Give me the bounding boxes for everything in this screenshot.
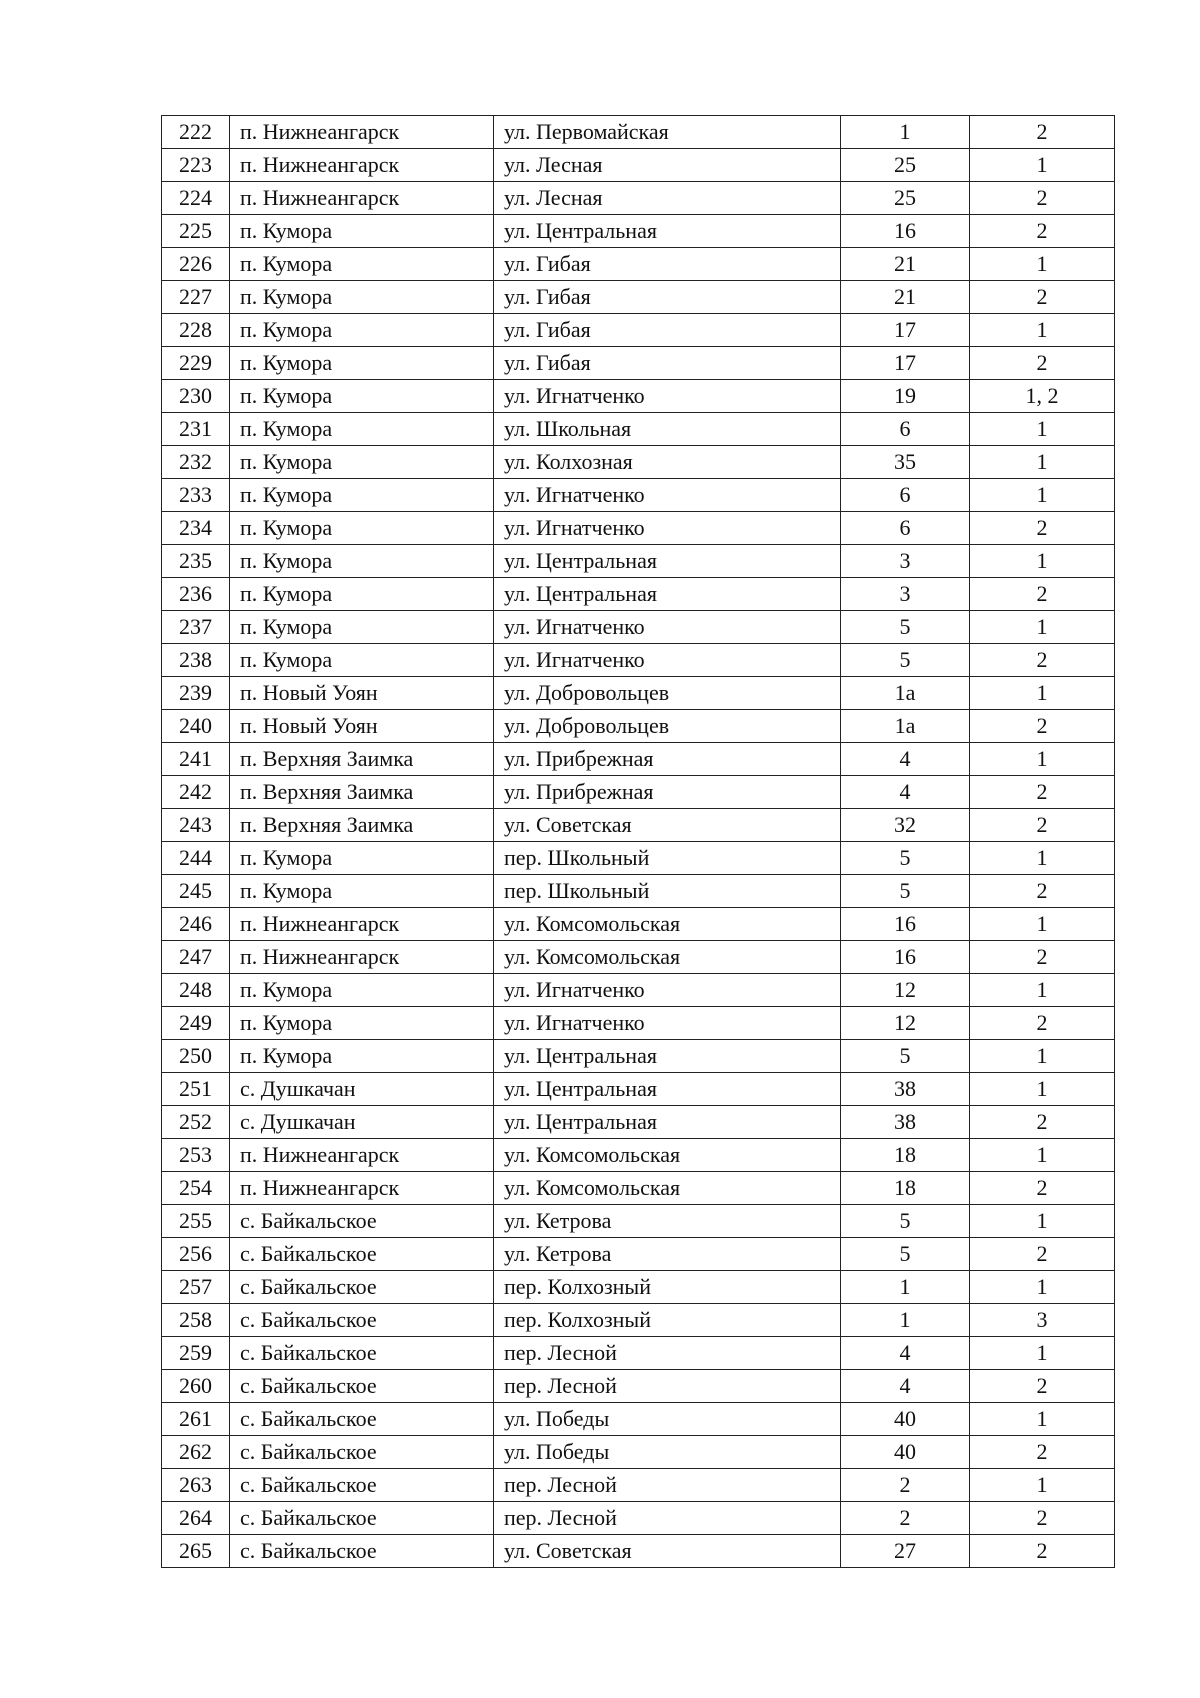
table-row — [162, 776, 1115, 809]
street-cell: ул. Кетрова — [494, 1205, 841, 1238]
row-number-cell: 247 — [162, 941, 230, 974]
row-number-cell: 257 — [162, 1271, 230, 1304]
row-number-cell: 251 — [162, 1073, 230, 1106]
row-number-cell: 253 — [162, 1139, 230, 1172]
apartment-number-cell: 1 — [970, 1403, 1115, 1436]
street-cell: ул. Советская — [494, 1535, 841, 1568]
house-number-cell: 27 — [841, 1535, 970, 1568]
locality-cell: с. Байкальское — [230, 1502, 494, 1535]
house-number-cell: 5 — [841, 644, 970, 677]
apartment-number-cell: 1 — [970, 1469, 1115, 1502]
row-number-cell: 246 — [162, 908, 230, 941]
house-number-cell: 25 — [841, 182, 970, 215]
locality-cell: п. Кумора — [230, 281, 494, 314]
row-number-cell: 243 — [162, 809, 230, 842]
apartment-number-cell: 2 — [970, 941, 1115, 974]
table-row — [162, 941, 1115, 974]
locality-cell: с. Байкальское — [230, 1403, 494, 1436]
row-number-cell: 225 — [162, 215, 230, 248]
table-row — [162, 1271, 1115, 1304]
street-cell: ул. Центральная — [494, 578, 841, 611]
apartment-number-cell: 1 — [970, 611, 1115, 644]
table-row — [162, 743, 1115, 776]
row-number-cell: 256 — [162, 1238, 230, 1271]
row-number-cell: 249 — [162, 1007, 230, 1040]
locality-cell: п. Кумора — [230, 545, 494, 578]
locality-cell: п. Кумора — [230, 1040, 494, 1073]
table-row — [162, 545, 1115, 578]
locality-cell: п. Кумора — [230, 248, 494, 281]
row-number-cell: 239 — [162, 677, 230, 710]
table-row — [162, 809, 1115, 842]
locality-cell: п. Верхняя Заимка — [230, 743, 494, 776]
row-number-cell: 260 — [162, 1370, 230, 1403]
locality-cell: п. Нижнеангарск — [230, 1139, 494, 1172]
table-row — [162, 908, 1115, 941]
table-row — [162, 875, 1115, 908]
locality-cell: п. Нижнеангарск — [230, 1172, 494, 1205]
locality-cell: п. Верхняя Заимка — [230, 776, 494, 809]
apartment-number-cell: 2 — [970, 1535, 1115, 1568]
house-number-cell: 5 — [841, 875, 970, 908]
apartment-number-cell: 1 — [970, 842, 1115, 875]
table-row — [162, 413, 1115, 446]
table-row — [162, 281, 1115, 314]
row-number-cell: 232 — [162, 446, 230, 479]
table-row — [162, 842, 1115, 875]
row-number-cell: 237 — [162, 611, 230, 644]
locality-cell: с. Байкальское — [230, 1436, 494, 1469]
apartment-number-cell: 2 — [970, 710, 1115, 743]
apartment-number-cell: 2 — [970, 1007, 1115, 1040]
table-row — [162, 1337, 1115, 1370]
table-row — [162, 149, 1115, 182]
locality-cell: п. Кумора — [230, 578, 494, 611]
house-number-cell: 16 — [841, 215, 970, 248]
house-number-cell: 6 — [841, 512, 970, 545]
table-row — [162, 1535, 1115, 1568]
row-number-cell: 224 — [162, 182, 230, 215]
street-cell: ул. Комсомольская — [494, 941, 841, 974]
row-number-cell: 238 — [162, 644, 230, 677]
apartment-number-cell: 1 — [970, 446, 1115, 479]
house-number-cell: 35 — [841, 446, 970, 479]
locality-cell: п. Новый Уоян — [230, 710, 494, 743]
locality-cell: п. Нижнеангарск — [230, 149, 494, 182]
table-row — [162, 578, 1115, 611]
locality-cell: с. Байкальское — [230, 1370, 494, 1403]
street-cell: ул. Игнатченко — [494, 611, 841, 644]
street-cell: ул. Игнатченко — [494, 512, 841, 545]
locality-cell: с. Душкачан — [230, 1106, 494, 1139]
apartment-number-cell: 2 — [970, 1106, 1115, 1139]
row-number-cell: 242 — [162, 776, 230, 809]
house-number-cell: 4 — [841, 743, 970, 776]
house-number-cell: 3 — [841, 578, 970, 611]
street-cell: ул. Школьная — [494, 413, 841, 446]
street-cell: ул. Игнатченко — [494, 479, 841, 512]
house-number-cell: 25 — [841, 149, 970, 182]
row-number-cell: 254 — [162, 1172, 230, 1205]
apartment-number-cell: 1 — [970, 1271, 1115, 1304]
street-cell: ул. Игнатченко — [494, 380, 841, 413]
row-number-cell: 265 — [162, 1535, 230, 1568]
house-number-cell: 16 — [841, 941, 970, 974]
locality-cell: п. Кумора — [230, 1007, 494, 1040]
house-number-cell: 5 — [841, 1205, 970, 1238]
house-number-cell: 4 — [841, 1337, 970, 1370]
row-number-cell: 250 — [162, 1040, 230, 1073]
address-table — [161, 115, 1115, 1568]
house-number-cell: 40 — [841, 1403, 970, 1436]
row-number-cell: 259 — [162, 1337, 230, 1370]
locality-cell: п. Кумора — [230, 479, 494, 512]
street-cell: ул. Центральная — [494, 545, 841, 578]
locality-cell: п. Нижнеангарск — [230, 116, 494, 149]
house-number-cell: 1 — [841, 116, 970, 149]
street-cell: ул. Победы — [494, 1403, 841, 1436]
table-row — [162, 512, 1115, 545]
table-row — [162, 380, 1115, 413]
street-cell: пер. Школьный — [494, 875, 841, 908]
house-number-cell: 5 — [841, 611, 970, 644]
house-number-cell: 21 — [841, 248, 970, 281]
house-number-cell: 5 — [841, 1238, 970, 1271]
row-number-cell: 263 — [162, 1469, 230, 1502]
house-number-cell: 5 — [841, 842, 970, 875]
house-number-cell: 18 — [841, 1172, 970, 1205]
row-number-cell: 229 — [162, 347, 230, 380]
street-cell: ул. Центральная — [494, 1073, 841, 1106]
table-row — [162, 1502, 1115, 1535]
apartment-number-cell: 1 — [970, 1205, 1115, 1238]
street-cell: ул. Добровольцев — [494, 677, 841, 710]
locality-cell: с. Байкальское — [230, 1535, 494, 1568]
house-number-cell: 4 — [841, 776, 970, 809]
row-number-cell: 222 — [162, 116, 230, 149]
apartment-number-cell: 1 — [970, 1073, 1115, 1106]
apartment-number-cell: 2 — [970, 1238, 1115, 1271]
table-row — [162, 1238, 1115, 1271]
row-number-cell: 240 — [162, 710, 230, 743]
street-cell: ул. Первомайская — [494, 116, 841, 149]
row-number-cell: 248 — [162, 974, 230, 1007]
row-number-cell: 262 — [162, 1436, 230, 1469]
house-number-cell: 12 — [841, 974, 970, 1007]
street-cell: ул. Комсомольская — [494, 1172, 841, 1205]
house-number-cell: 17 — [841, 347, 970, 380]
locality-cell: п. Нижнеангарск — [230, 941, 494, 974]
street-cell: ул. Комсомольская — [494, 908, 841, 941]
house-number-cell: 1а — [841, 710, 970, 743]
locality-cell: п. Кумора — [230, 347, 494, 380]
locality-cell: п. Кумора — [230, 380, 494, 413]
row-number-cell: 226 — [162, 248, 230, 281]
street-cell: ул. Гибая — [494, 248, 841, 281]
table-row — [162, 347, 1115, 380]
apartment-number-cell: 2 — [970, 644, 1115, 677]
street-cell: ул. Центральная — [494, 1106, 841, 1139]
row-number-cell: 235 — [162, 545, 230, 578]
apartment-number-cell: 2 — [970, 347, 1115, 380]
house-number-cell: 1 — [841, 1304, 970, 1337]
locality-cell: п. Кумора — [230, 644, 494, 677]
table-row — [162, 248, 1115, 281]
row-number-cell: 233 — [162, 479, 230, 512]
table-row — [162, 1469, 1115, 1502]
locality-cell: с. Байкальское — [230, 1271, 494, 1304]
locality-cell: п. Кумора — [230, 446, 494, 479]
apartment-number-cell: 1 — [970, 677, 1115, 710]
apartment-number-cell: 1 — [970, 545, 1115, 578]
street-cell: ул. Прибрежная — [494, 743, 841, 776]
street-cell: ул. Игнатченко — [494, 644, 841, 677]
address-table-body — [162, 116, 1115, 1568]
house-number-cell: 6 — [841, 479, 970, 512]
locality-cell: п. Кумора — [230, 314, 494, 347]
row-number-cell: 227 — [162, 281, 230, 314]
apartment-number-cell: 2 — [970, 809, 1115, 842]
row-number-cell: 255 — [162, 1205, 230, 1238]
street-cell: ул. Центральная — [494, 1040, 841, 1073]
apartment-number-cell: 2 — [970, 1502, 1115, 1535]
table-row — [162, 1403, 1115, 1436]
street-cell: пер. Лесной — [494, 1502, 841, 1535]
table-row — [162, 182, 1115, 215]
table-row — [162, 611, 1115, 644]
apartment-number-cell: 1, 2 — [970, 380, 1115, 413]
table-row — [162, 215, 1115, 248]
row-number-cell: 223 — [162, 149, 230, 182]
house-number-cell: 19 — [841, 380, 970, 413]
locality-cell: п. Кумора — [230, 611, 494, 644]
locality-cell: п. Нижнеангарск — [230, 908, 494, 941]
apartment-number-cell: 2 — [970, 512, 1115, 545]
house-number-cell: 6 — [841, 413, 970, 446]
street-cell: ул. Игнатченко — [494, 1007, 841, 1040]
row-number-cell: 258 — [162, 1304, 230, 1337]
street-cell: ул. Гибая — [494, 314, 841, 347]
locality-cell: п. Кумора — [230, 842, 494, 875]
street-cell: ул. Добровольцев — [494, 710, 841, 743]
row-number-cell: 236 — [162, 578, 230, 611]
street-cell: пер. Колхозный — [494, 1304, 841, 1337]
apartment-number-cell: 2 — [970, 1436, 1115, 1469]
table-row — [162, 1205, 1115, 1238]
table-row — [162, 644, 1115, 677]
apartment-number-cell: 1 — [970, 1040, 1115, 1073]
apartment-number-cell: 1 — [970, 743, 1115, 776]
locality-cell: с. Душкачан — [230, 1073, 494, 1106]
street-cell: ул. Гибая — [494, 281, 841, 314]
street-cell: ул. Прибрежная — [494, 776, 841, 809]
apartment-number-cell: 2 — [970, 1172, 1115, 1205]
table-row — [162, 710, 1115, 743]
apartment-number-cell: 2 — [970, 776, 1115, 809]
house-number-cell: 2 — [841, 1502, 970, 1535]
table-row — [162, 974, 1115, 1007]
house-number-cell: 38 — [841, 1106, 970, 1139]
apartment-number-cell: 2 — [970, 281, 1115, 314]
row-number-cell: 230 — [162, 380, 230, 413]
house-number-cell: 32 — [841, 809, 970, 842]
table-row — [162, 446, 1115, 479]
house-number-cell: 38 — [841, 1073, 970, 1106]
table-row — [162, 1172, 1115, 1205]
apartment-number-cell: 2 — [970, 1370, 1115, 1403]
row-number-cell: 245 — [162, 875, 230, 908]
apartment-number-cell: 1 — [970, 974, 1115, 1007]
table-row — [162, 116, 1115, 149]
apartment-number-cell: 2 — [970, 182, 1115, 215]
table-row — [162, 1073, 1115, 1106]
row-number-cell: 231 — [162, 413, 230, 446]
street-cell: ул. Центральная — [494, 215, 841, 248]
locality-cell: п. Кумора — [230, 974, 494, 1007]
house-number-cell: 18 — [841, 1139, 970, 1172]
street-cell: ул. Лесная — [494, 149, 841, 182]
house-number-cell: 40 — [841, 1436, 970, 1469]
locality-cell: п. Кумора — [230, 875, 494, 908]
house-number-cell: 1а — [841, 677, 970, 710]
house-number-cell: 4 — [841, 1370, 970, 1403]
house-number-cell: 21 — [841, 281, 970, 314]
apartment-number-cell: 1 — [970, 1139, 1115, 1172]
apartment-number-cell: 1 — [970, 908, 1115, 941]
table-row — [162, 1007, 1115, 1040]
street-cell: ул. Лесная — [494, 182, 841, 215]
apartment-number-cell: 1 — [970, 413, 1115, 446]
house-number-cell: 1 — [841, 1271, 970, 1304]
locality-cell: п. Нижнеангарск — [230, 182, 494, 215]
street-cell: ул. Советская — [494, 809, 841, 842]
row-number-cell: 241 — [162, 743, 230, 776]
table-row — [162, 1436, 1115, 1469]
locality-cell: с. Байкальское — [230, 1205, 494, 1238]
apartment-number-cell: 1 — [970, 314, 1115, 347]
apartment-number-cell: 3 — [970, 1304, 1115, 1337]
table-row — [162, 677, 1115, 710]
locality-cell: с. Байкальское — [230, 1238, 494, 1271]
table-row — [162, 1040, 1115, 1073]
row-number-cell: 264 — [162, 1502, 230, 1535]
table-row — [162, 1370, 1115, 1403]
apartment-number-cell: 2 — [970, 116, 1115, 149]
apartment-number-cell: 1 — [970, 248, 1115, 281]
street-cell: пер. Колхозный — [494, 1271, 841, 1304]
table-row — [162, 1139, 1115, 1172]
row-number-cell: 244 — [162, 842, 230, 875]
table-row — [162, 479, 1115, 512]
street-cell: пер. Лесной — [494, 1370, 841, 1403]
house-number-cell: 16 — [841, 908, 970, 941]
street-cell: пер. Лесной — [494, 1337, 841, 1370]
locality-cell: п. Кумора — [230, 512, 494, 545]
street-cell: пер. Школьный — [494, 842, 841, 875]
row-number-cell: 252 — [162, 1106, 230, 1139]
apartment-number-cell: 1 — [970, 149, 1115, 182]
house-number-cell: 3 — [841, 545, 970, 578]
row-number-cell: 234 — [162, 512, 230, 545]
street-cell: ул. Комсомольская — [494, 1139, 841, 1172]
table-row — [162, 1106, 1115, 1139]
locality-cell: с. Байкальское — [230, 1469, 494, 1502]
apartment-number-cell: 1 — [970, 479, 1115, 512]
apartment-number-cell: 2 — [970, 875, 1115, 908]
apartment-number-cell: 2 — [970, 578, 1115, 611]
street-cell: ул. Победы — [494, 1436, 841, 1469]
table-row — [162, 1304, 1115, 1337]
row-number-cell: 261 — [162, 1403, 230, 1436]
house-number-cell: 17 — [841, 314, 970, 347]
apartment-number-cell: 1 — [970, 1337, 1115, 1370]
street-cell: ул. Гибая — [494, 347, 841, 380]
street-cell: ул. Игнатченко — [494, 974, 841, 1007]
locality-cell: с. Байкальское — [230, 1337, 494, 1370]
row-number-cell: 228 — [162, 314, 230, 347]
street-cell: ул. Кетрова — [494, 1238, 841, 1271]
apartment-number-cell: 2 — [970, 215, 1115, 248]
table-row — [162, 314, 1115, 347]
locality-cell: п. Кумора — [230, 413, 494, 446]
street-cell: ул. Колхозная — [494, 446, 841, 479]
street-cell: пер. Лесной — [494, 1469, 841, 1502]
house-number-cell: 12 — [841, 1007, 970, 1040]
house-number-cell: 2 — [841, 1469, 970, 1502]
locality-cell: п. Новый Уоян — [230, 677, 494, 710]
locality-cell: п. Кумора — [230, 215, 494, 248]
house-number-cell: 5 — [841, 1040, 970, 1073]
locality-cell: с. Байкальское — [230, 1304, 494, 1337]
locality-cell: п. Верхняя Заимка — [230, 809, 494, 842]
